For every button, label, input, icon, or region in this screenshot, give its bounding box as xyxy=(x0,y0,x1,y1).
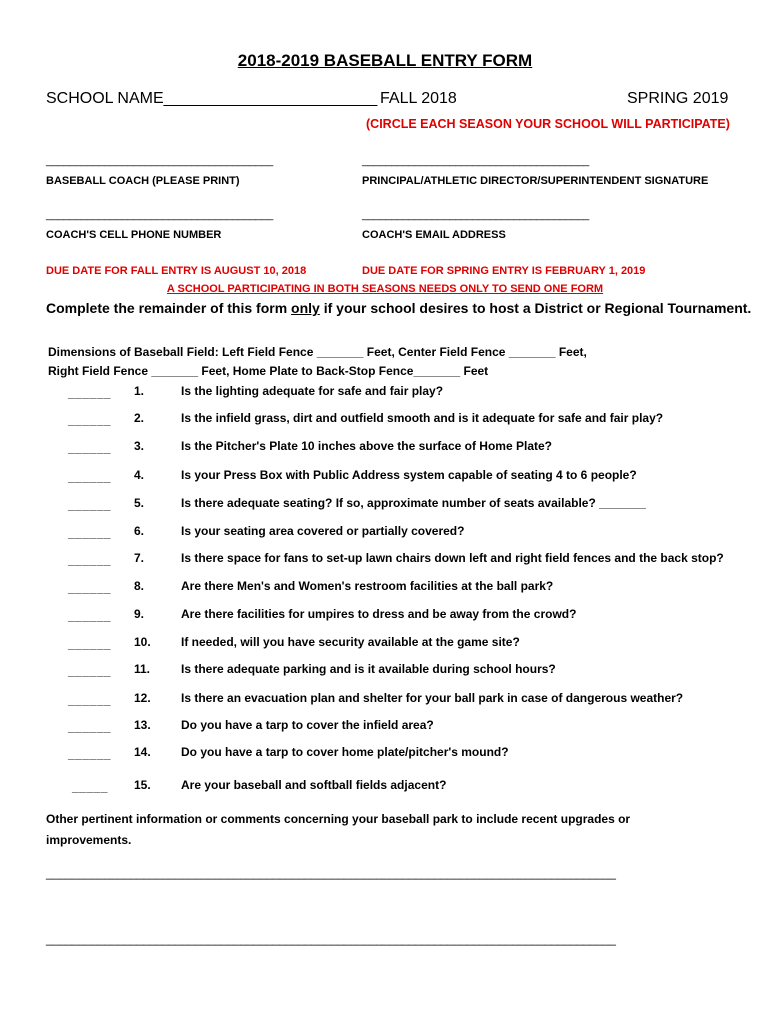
question-text: Are your baseball and softball fields adjacent? xyxy=(181,778,447,792)
comments-line-2[interactable]: ________________________________________________________________________________________ xyxy=(46,932,616,946)
field-dimensions-line-2[interactable]: Right Field Fence _______ Feet, Home Plate to Back-Stop Fence_______ Feet xyxy=(48,364,489,378)
question-text: Is the Pitcher's Plate 10 inches above the surface of Home Plate? xyxy=(181,439,552,453)
answer-blank[interactable]: ______ xyxy=(68,664,112,678)
fall-due-date: DUE DATE FOR FALL ENTRY IS AUGUST 10, 2018 xyxy=(46,265,307,277)
school-name-field[interactable]: SCHOOL NAME________________________ xyxy=(46,90,378,107)
question-text: Do you have a tarp to cover the infield area? xyxy=(181,718,434,732)
host-instruction xyxy=(46,300,751,316)
coach-email-line[interactable]: _______________________________________ xyxy=(362,209,589,221)
question-number: 14. xyxy=(134,745,151,759)
coach-name-label: BASEBALL COACH (PLEASE PRINT) xyxy=(46,175,240,187)
answer-blank[interactable]: ______ xyxy=(68,386,112,400)
spring-season-option[interactable]: SPRING 2019 xyxy=(627,90,729,107)
host-instruction-only: only xyxy=(291,300,320,316)
answer-blank[interactable]: ______ xyxy=(68,581,112,595)
other-info-prompt: Other pertinent information or comments concerning your baseball park to include recent upgrades or improvements. xyxy=(46,812,631,847)
fall-season-option[interactable]: FALL 2018 xyxy=(380,90,457,107)
field-dimensions-line-1[interactable]: Dimensions of Baseball Field: Left Field Fence _______ Feet, Center Field Fence _______ Feet, xyxy=(48,345,587,359)
one-form-notice: A SCHOOL PARTICIPATING IN BOTH SEASONS NEEDS ONLY TO SEND ONE FORM xyxy=(166,283,604,295)
spring-due-date: DUE DATE FOR SPRING ENTRY IS FEBRUARY 1, 2019 xyxy=(362,265,646,277)
question-text: Is there an evacuation plan and shelter for your ball park in case of dangerous weather? xyxy=(181,691,684,705)
question-number: 6. xyxy=(134,524,145,538)
coach-name-line[interactable]: _______________________________________ xyxy=(46,155,273,167)
question-number: 10. xyxy=(134,635,151,649)
answer-blank[interactable]: ______ xyxy=(68,441,112,455)
question-number: 11. xyxy=(134,662,151,676)
coach-phone-line[interactable]: _______________________________________ xyxy=(46,209,273,221)
question-text: Are there Men's and Women's restroom facilities at the ball park? xyxy=(181,579,554,593)
question-text: Do you have a tarp to cover home plate/pitcher's mound? xyxy=(181,745,509,759)
answer-blank[interactable]: _____ xyxy=(72,780,108,794)
principal-signature-label: PRINCIPAL/ATHLETIC DIRECTOR/SUPERINTENDENT SIGNATURE xyxy=(362,175,709,187)
comments-line-1[interactable]: ________________________________________________________________________________________ xyxy=(46,866,616,880)
question-text: Is your Press Box with Public Address system capable of seating 4 to 6 people? xyxy=(181,468,637,482)
host-instruction-post: if your school desires to host a District or Regional Tournament. xyxy=(319,300,752,316)
answer-blank[interactable]: ______ xyxy=(68,637,112,651)
circle-season-instruction: (CIRCLE EACH SEASON YOUR SCHOOL WILL PARTICIPATE) xyxy=(366,117,730,131)
coach-email-label: COACH'S EMAIL ADDRESS xyxy=(362,229,506,241)
coach-phone-label: COACH'S CELL PHONE NUMBER xyxy=(46,229,222,241)
question-number: 2. xyxy=(134,411,145,425)
question-text: If needed, will you have security available at the game site? xyxy=(181,635,520,649)
answer-blank[interactable]: ______ xyxy=(68,526,112,540)
answer-blank[interactable]: ______ xyxy=(68,720,112,734)
question-text: Is there space for fans to set-up lawn chairs down left and right field fences and the back stop? xyxy=(181,551,724,565)
question-number: 1. xyxy=(134,384,145,398)
question-number: 12. xyxy=(134,691,151,705)
question-number: 13. xyxy=(134,718,151,732)
answer-blank[interactable]: ______ xyxy=(68,498,112,512)
question-number: 7. xyxy=(134,551,145,565)
question-text: Is the infield grass, dirt and outfield smooth and is it adequate for safe and fair play? xyxy=(181,411,664,425)
question-number: 4. xyxy=(134,468,145,482)
question-number: 3. xyxy=(134,439,145,453)
answer-blank[interactable]: ______ xyxy=(68,693,112,707)
question-text: Is the lighting adequate for safe and fair play? xyxy=(181,384,444,398)
question-number: 15. xyxy=(134,778,151,792)
host-instruction-pre: Complete the remainder of this form xyxy=(46,300,292,316)
question-text: Is there adequate seating? If so, approximate number of seats available? _______ xyxy=(181,496,646,510)
question-number: 8. xyxy=(134,579,145,593)
question-number: 5. xyxy=(134,496,145,510)
answer-blank[interactable]: ______ xyxy=(68,747,112,761)
question-text: Is your seating area covered or partially covered? xyxy=(181,524,465,538)
answer-blank[interactable]: ______ xyxy=(68,470,112,484)
principal-signature-line[interactable]: _______________________________________ xyxy=(362,155,589,167)
answer-blank[interactable]: ______ xyxy=(68,413,112,427)
question-text: Are there facilities for umpires to dress and be away from the crowd? xyxy=(181,607,577,621)
answer-blank[interactable]: ______ xyxy=(68,609,112,623)
question-text: Is there adequate parking and is it available during school hours? xyxy=(181,662,556,676)
question-number: 9. xyxy=(134,607,145,621)
answer-blank[interactable]: ______ xyxy=(68,553,112,567)
form-title: 2018-2019 BASEBALL ENTRY FORM xyxy=(237,51,533,70)
